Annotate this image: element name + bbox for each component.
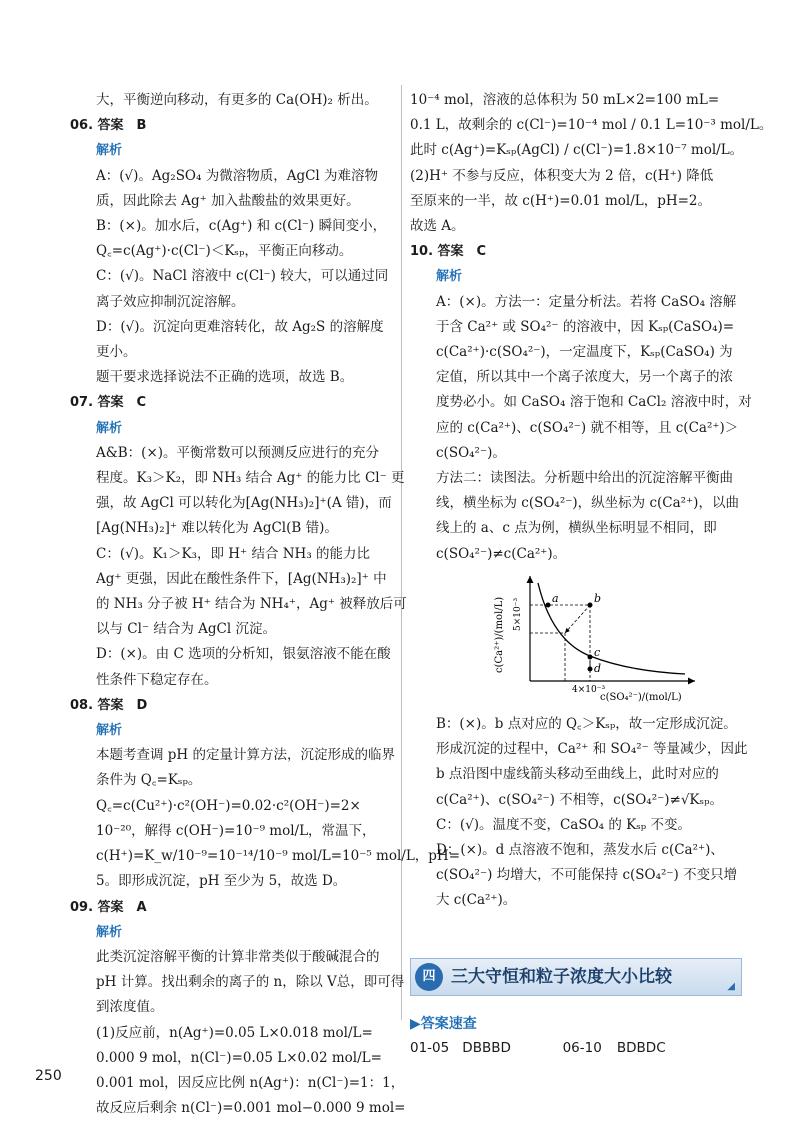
corner-arrow-icon: ◢ [727, 981, 735, 992]
text-line: 此时 c(Ag⁺)=Kₛₚ(AgCl) / c(Cl⁻)=1.8×10⁻⁷ mol/L。 [410, 142, 744, 159]
text-line: 更小。 [96, 344, 137, 361]
question-answer-heading: 07. 答案 C [70, 395, 147, 411]
column-divider [401, 85, 402, 1020]
text-line: 应的 c(Ca²⁺)、c(SO₄²⁻) 就不相等，且 c(Ca²⁺)＞ [436, 419, 739, 436]
label-c: c [594, 645, 601, 659]
text-line: 离子效应抑制沉淀溶解。 [96, 293, 245, 310]
text-line: Q꜀=c(Cu²⁺)·c²(OH⁻)=0.02·c²(OH⁻)=2× [96, 797, 361, 814]
text-line: 0.1 L，故剩余的 c(Cl⁻)=10⁻⁴ mol / 0.1 L=10⁻³ mol/L。 [410, 117, 773, 134]
text-line: Q꜀=c(Ag⁺)·c(Cl⁻)＜Kₛₚ，平衡正向移动。 [96, 243, 353, 260]
text-line: A：(√)。Ag₂SO₄ 为微溶物质，AgCl 为难溶物 [96, 167, 379, 184]
text-line: 此类沉淀溶解平衡的计算非常类似于酸碱混合的 [96, 948, 380, 965]
question-answer-heading: 09. 答案 A [70, 899, 147, 915]
question-answer-heading: 10. 答案 C [410, 244, 487, 260]
text-line: c(SO₄²⁻)≠c(Ca²⁺)。 [436, 545, 567, 562]
point-a [546, 602, 551, 607]
text-line: 到浓度值。 [96, 999, 164, 1016]
text-line: 形成沉淀的过程中，Ca²⁺ 和 SO₄²⁻ 等量减少，因此 [436, 741, 748, 758]
answer-keys-2: BDBDC [616, 1040, 666, 1056]
text-line: 方法二：读图法。分析题中给出的沉淀溶解平衡曲 [436, 470, 733, 487]
x-tick-label: 4×10⁻³ [572, 684, 606, 695]
text-line: 强，故 AgCl 可以转化为[Ag(NH₃)₂]⁺(A 错)，而 [96, 495, 392, 512]
text-line: 的 NH₃ 分子被 H⁺ 结合为 NH₄⁺，Ag⁺ 被释放后可 [96, 596, 407, 613]
text-line: 至原来的一半，故 c(H⁺)=0.01 mol/L，pH=2。 [410, 192, 712, 209]
text-line: Ag⁺ 更强，因此在酸性条件下，[Ag(NH₃)₂]⁺ 中 [96, 570, 387, 587]
point-b [588, 602, 593, 607]
text-line: C：(√)。K₁＞K₃，即 H⁺ 结合 NH₃ 的能力比 [96, 545, 371, 562]
section-title: 三大守恒和粒子浓度大小比较 [451, 967, 672, 987]
text-line: 质，因此除去 Ag⁺ 加入盐酸盐的效果更好。 [96, 192, 360, 209]
text-line: C：(√)。NaCl 溶液中 c(Cl⁻) 较大，可以通过同 [96, 268, 389, 285]
y-tick-label: 5×10⁻³ [513, 597, 523, 631]
analysis-label: 解析 [96, 420, 123, 436]
text-line: D：(√)。沉淀向更难溶转化，故 Ag₂S 的溶解度 [96, 318, 384, 335]
text-line: 于含 Ca²⁺ 或 SO₄²⁻ 的溶液中，因 Kₛₚ(CaSO₄)= [436, 318, 735, 335]
label-d: d [594, 661, 602, 675]
right-column-bottom-text [410, 712, 748, 914]
text-line: B：(×)。加水后，c(Ag⁺) 和 c(Cl⁻) 瞬间变小， [96, 218, 387, 235]
text-line: 条件为 Q꜀=Kₛₚ。 [96, 772, 202, 789]
text-line: B：(×)。b 点对应的 Q꜀＞Kₛₚ，故一定形成沉淀。 [436, 716, 737, 733]
text-line: 度势必小。如 CaSO₄ 溶于饱和 CaCl₂ 溶液中时，对 [436, 394, 752, 411]
text-line: 线，横坐标为 c(SO₄²⁻)，纵坐标为 c(Ca²⁺)，以曲 [436, 495, 739, 512]
text-line: D：(×)。由 C 选项的分析知，银氨溶液不能在酸 [96, 646, 391, 663]
text-line: 故选 A。 [410, 218, 465, 235]
text-line: (1)反应前，n(Ag⁺)=0.05 L×0.018 mol/L= [96, 1024, 373, 1041]
question-answer-heading: 06. 答案 B [70, 118, 147, 134]
text-line: 5。即形成沉淀，pH 至少为 5，故选 D。 [96, 873, 347, 890]
text-line: A：(×)。方法一：定量分析法。若将 CaSO₄ 溶解 [436, 293, 737, 310]
text-line: 10⁻⁴ mol，溶液的总体积为 50 mL×2=100 mL= [410, 92, 720, 108]
section-number-badge: 四 [415, 963, 443, 991]
text-line: b 点沿图中虚线箭头移动至曲线上，此时对应的 [436, 766, 719, 783]
x-axis-label: c(SO₄²⁻)/(mol/L) [600, 691, 682, 703]
label-a: a [552, 591, 559, 605]
text-line: c(H⁺)=K_w/10⁻⁹=10⁻¹⁴/10⁻⁹ mol/L=10⁻⁵ mol/L，pH= [96, 848, 461, 865]
equilibrium-curve [538, 583, 685, 674]
analysis-label: 解析 [96, 143, 123, 159]
y-axis-label: c(Ca²⁺)/(mol/L) [494, 596, 505, 673]
text-line: 大，平衡逆向移动，有更多的 Ca(OH)₂ 析出。 [96, 92, 378, 108]
analysis-label: 解析 [96, 924, 123, 940]
answer-keys-1: DBBBD [462, 1040, 511, 1056]
answer-range-1: 01-05 [410, 1040, 450, 1056]
quick-check-answers [410, 1040, 666, 1056]
text-line: 定值，所以其中一个离子浓度大，另一个离子的浓 [436, 369, 733, 386]
text-line: pH 计算。找出剩余的离子的 n，除以 V总，即可得 [96, 974, 405, 991]
analysis-label: 解析 [96, 723, 123, 739]
text-line: A&B：(×)。平衡常数可以预测反应进行的充分 [96, 444, 380, 461]
analysis-label: 解析 [436, 269, 463, 285]
dash-arrow [565, 605, 590, 633]
right-column [410, 88, 773, 914]
text-line: c(Ca²⁺)·c(SO₄²⁻)，一定温度下，Kₛₚ(CaSO₄) 为 [436, 344, 733, 361]
text-line: c(SO₄²⁻)。 [436, 444, 506, 461]
text-line: C：(√)。温度不变，CaSO₄ 的 Kₛₚ 不变。 [436, 816, 691, 833]
text-line: 题干要求选择说法不正确的选项，故选 B。 [96, 369, 354, 386]
text-line: [Ag(NH₃)₂]⁺ 难以转化为 AgCl(B 错)。 [96, 520, 338, 537]
text-line: 10⁻²⁰，解得 c(OH⁻)=10⁻⁹ mol/L，常温下， [96, 822, 376, 839]
text-line: 程度。K₃＞K₂，即 NH₃ 结合 Ag⁺ 的能力比 Cl⁻ 更 [96, 470, 405, 487]
solubility-graph [490, 571, 700, 701]
text-line: 0.001 mol，因反应比例 n(Ag⁺)：n(Cl⁻)=1：1， [96, 1074, 405, 1091]
point-c [588, 654, 593, 659]
quick-check-title: ▶答案速查 [410, 1016, 477, 1032]
text-line: 本题考查调 pH 的定量计算方法，沉淀形成的临界 [96, 747, 395, 764]
text-line: 大 c(Ca²⁺)。 [436, 892, 517, 909]
text-line: D：(×)。d 点溶液不饱和，蒸发水后 c(Ca²⁺)、 [436, 842, 724, 859]
text-line: 故反应后剩余 n(Cl⁻)=0.001 mol−0.000 9 mol= [96, 1100, 406, 1117]
text-line: (2)H⁺ 不参与反应，体积变大为 2 倍，c(H⁺) 降低 [410, 167, 714, 184]
text-line: c(SO₄²⁻) 均增大，不可能保持 c(SO₄²⁻) 不变只增 [436, 867, 738, 884]
question-answer-heading: 08. 答案 D [70, 697, 148, 713]
section-header [410, 958, 742, 996]
text-line: 0.000 9 mol，n(Cl⁻)=0.05 L×0.02 mol/L= [96, 1049, 382, 1066]
text-line: c(Ca²⁺)、c(SO₄²⁻) 不相等，c(SO₄²⁻)≠√Kₛₚ。 [436, 791, 723, 808]
point-d [588, 666, 593, 671]
right-column-top-text [410, 88, 773, 567]
answer-range-2: 06-10 [562, 1040, 602, 1056]
text-line: 以与 Cl⁻ 结合为 AgCl 沉淀。 [96, 621, 276, 638]
text-line: 性条件下稳定存在。 [96, 671, 218, 688]
page-number: 250 [35, 1068, 62, 1084]
label-b: b [594, 591, 602, 605]
text-line: 线上的 a、c 点为例，横纵坐标明显不相同，即 [436, 520, 717, 537]
